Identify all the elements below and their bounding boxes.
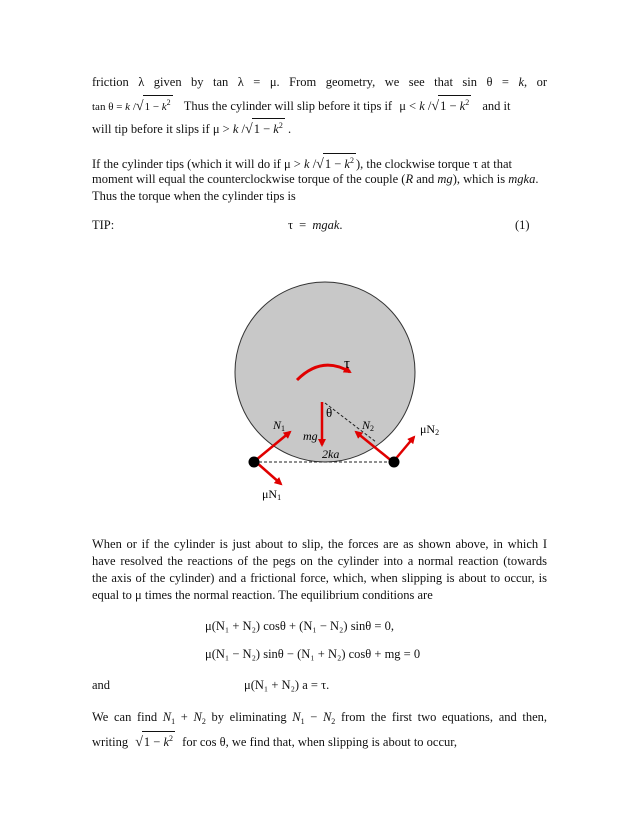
equation-3: μ(N₁ + N₂) a = τ. <box>244 678 330 692</box>
para3-line1 <box>92 536 547 552</box>
text: When or if the cylinder is just about to slip, the forces are as shown above, in which I <box>92 537 547 551</box>
text: by <box>191 75 204 89</box>
text: τ <box>288 218 294 232</box>
text: have resolved the reactions of the pegs on the cylinder into a normal reaction (towards <box>92 554 547 568</box>
label-muN1: μN1 <box>262 487 282 502</box>
label-N1: N1 <box>273 418 286 433</box>
text: Thus the torque when the cylinder tips is <box>92 189 296 203</box>
label-N2: N2 <box>362 418 375 433</box>
label-muN2: μN2 <box>420 422 440 437</box>
equation-1: μ(N₁ + N₂) cosθ + (N₁ − N₂) sinθ = 0, <box>205 619 394 633</box>
text: mgka <box>508 172 536 186</box>
text: for cos θ, we find that, when slipping is about to occur, <box>182 735 458 749</box>
peg-right <box>389 457 400 468</box>
text: given <box>153 75 182 89</box>
condition-formula: μ > k $/√1 - k^2$ <box>284 157 356 171</box>
tau-symbol: τ <box>472 157 478 171</box>
text: mgak <box>312 218 340 232</box>
para4-line2 <box>92 731 547 751</box>
lambda-symbol: λ <box>138 75 145 89</box>
text: will tip before it slips if <box>92 122 210 136</box>
text: moment will equal the counterclockwise torque of the couple ( <box>92 172 406 186</box>
sum-formula: $N_1 + N_2$ <box>162 710 206 726</box>
text: = <box>501 75 509 89</box>
text: or <box>536 75 548 89</box>
lambda-symbol: λ <box>237 75 244 89</box>
para3-line3 <box>92 570 547 586</box>
label-mg: mg <box>303 429 318 443</box>
text: From <box>289 75 317 89</box>
text: that <box>434 75 453 89</box>
text: R <box>405 172 414 186</box>
para3-line2 <box>92 553 547 569</box>
friction-muN1-arrow <box>256 462 281 484</box>
text: friction <box>92 75 129 89</box>
label-tau: τ <box>344 356 351 372</box>
mu-symbol: μ <box>135 588 142 602</box>
tip-equation: τ = mgak. <box>288 218 343 232</box>
text: geometry, <box>325 75 376 89</box>
cylinder <box>235 282 415 462</box>
text: TIP: <box>92 218 115 232</box>
text: we <box>384 75 400 89</box>
theta-symbol: θ <box>486 75 493 89</box>
text: mg <box>437 172 453 186</box>
text: sin <box>462 75 477 89</box>
para3-line4 <box>92 587 547 603</box>
tan-formula: tan θ = k $/√1 - k^2$ <box>92 101 173 113</box>
text: If the cylinder tips (which it will do if <box>92 157 281 171</box>
text: equal to <box>92 588 132 602</box>
and-label: and <box>92 678 111 692</box>
text: . <box>535 172 539 186</box>
mu-symbol: μ. <box>269 75 280 89</box>
text: times the normal reaction. The equilibrium conditions are <box>144 588 433 602</box>
diff-formula: $N_1 - N_2$ <box>292 710 336 726</box>
text: tan <box>213 75 229 89</box>
sqrt-formula: $√1 - k^2$ <box>135 735 175 749</box>
text: = <box>299 218 307 232</box>
text: from the first two equations, and then, <box>340 710 548 724</box>
label-2ka: 2ka <box>322 447 340 461</box>
text: the axis of the cylinder) and a frictional force, which, when slipping is about to occur, is <box>92 571 547 585</box>
para4-line1 <box>92 709 547 730</box>
peg-left <box>249 457 260 468</box>
text: = <box>253 75 261 89</box>
text: at that <box>481 157 513 171</box>
condition-formula: μ > k $/√1 - k^2$ . <box>213 122 291 136</box>
text: Thus the cylinder will slip before it tips if <box>183 99 393 113</box>
k-var: k, <box>518 75 528 89</box>
text: see <box>408 75 425 89</box>
equation-2: μ(N₁ − N₂) sinθ − (N₁ + N₂) cosθ + mg = 0 <box>205 647 421 661</box>
text: We can find <box>92 710 158 724</box>
text: writing <box>92 735 129 749</box>
text: and <box>413 172 438 186</box>
condition-formula: μ < k $/√1 - k^2$ <box>399 99 471 113</box>
text: by eliminating <box>211 710 287 724</box>
label-theta: θ <box>326 405 333 420</box>
text: ), the clockwise torque <box>355 157 470 171</box>
text: (1) <box>515 218 530 232</box>
text: ), which is <box>452 172 509 186</box>
text: and it <box>482 99 511 113</box>
